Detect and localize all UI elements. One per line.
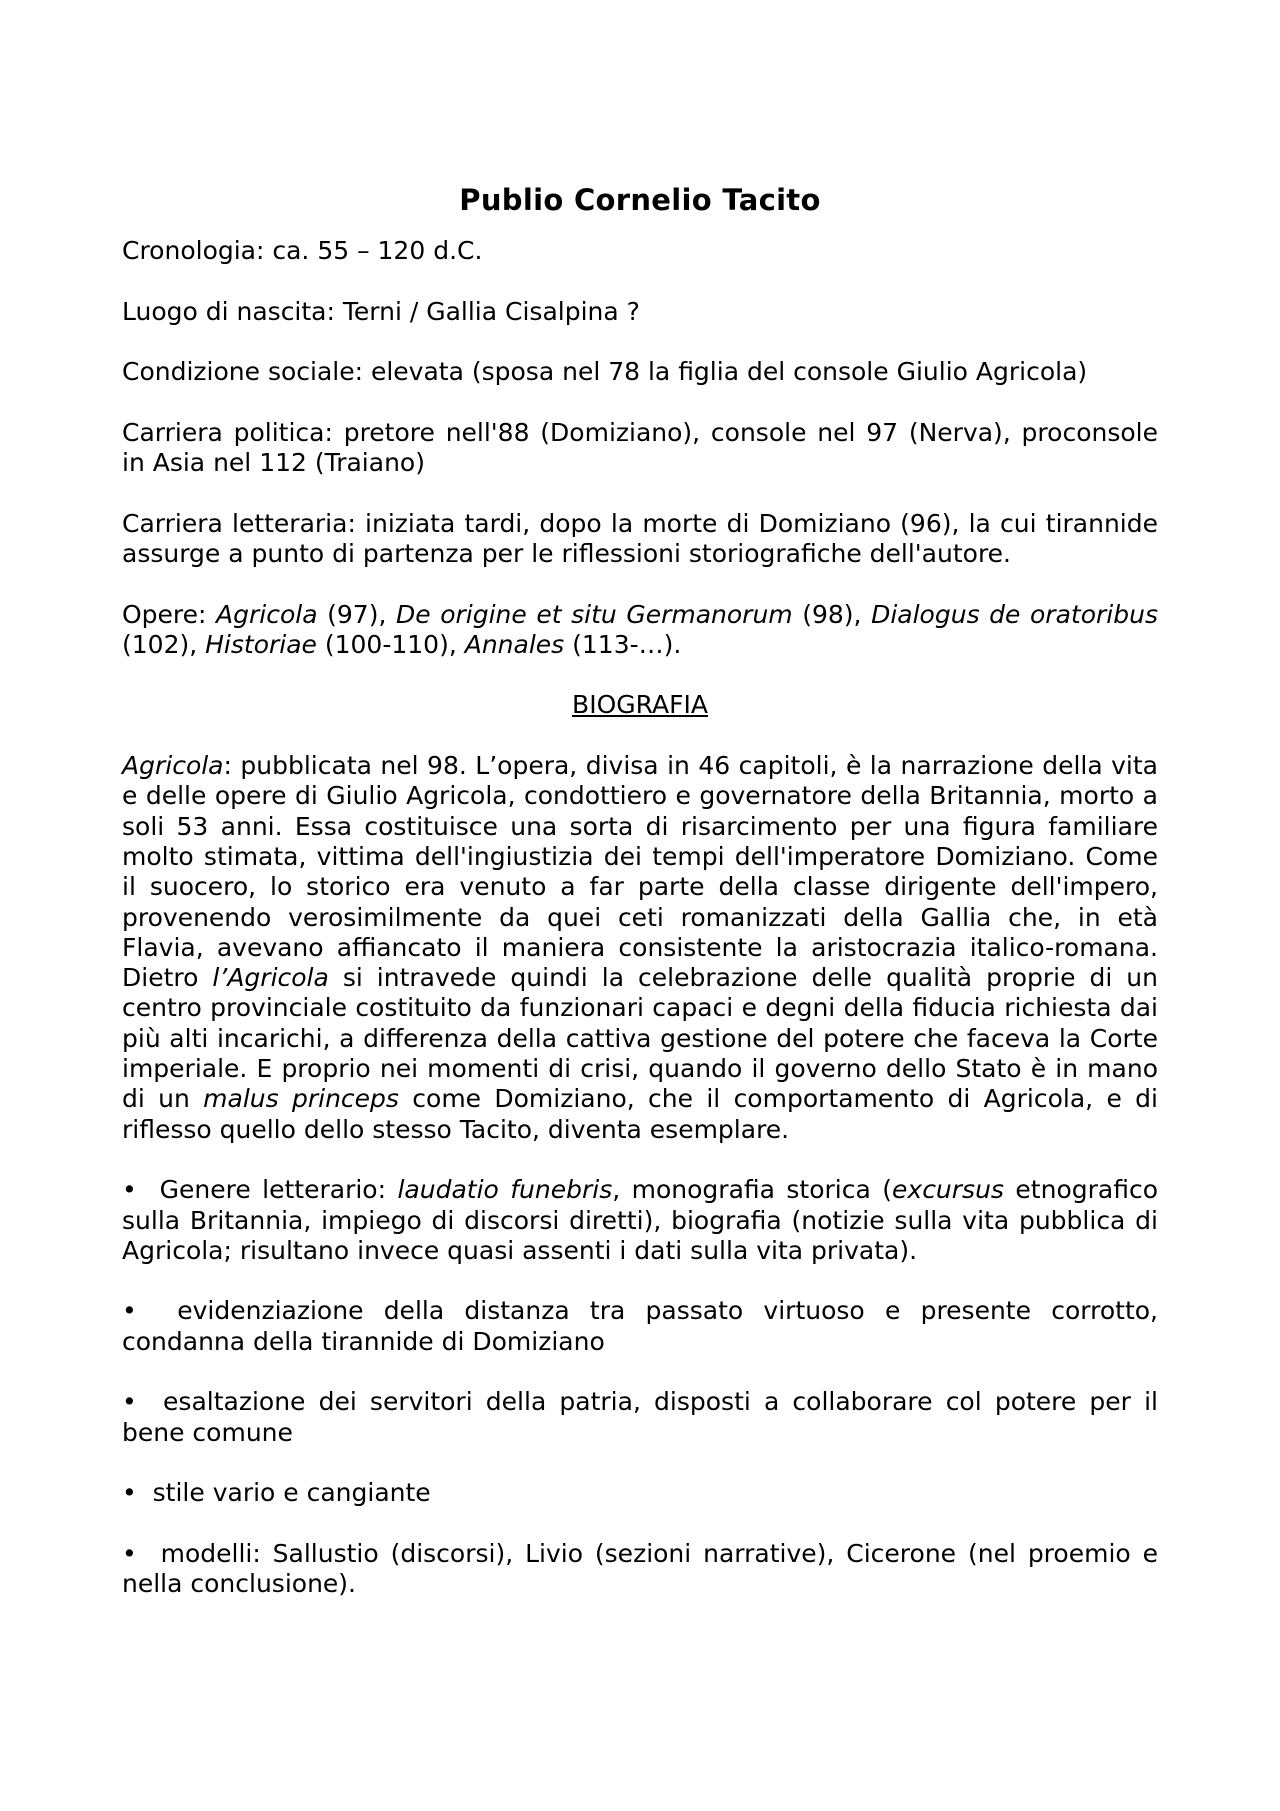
document-title: Publio Cornelio Tacito <box>459 183 821 217</box>
opere-label: Opere: <box>122 599 217 629</box>
opera-title: De origine et situ Germanorum <box>396 599 793 629</box>
bullet-item-evidenziazione <box>122 1296 1158 1357</box>
bullet-item-genere <box>122 1175 1158 1266</box>
bullet-icon: • <box>122 1478 137 1508</box>
bullet-text: stile vario e cangiante <box>152 1478 431 1508</box>
italic-term: malus princeps <box>203 1084 399 1114</box>
bullet-icon: • <box>122 1175 137 1205</box>
field-luogo-di-nascita: Luogo di nascita: Terni / Gallia Cisalpina ? <box>122 296 640 326</box>
field-carriera-letteraria: Carriera letteraria: iniziata tardi, dopo la morte di Domiziano (96), la cui tirannide assurge a punto di partenza per le riflessioni storiografiche dell'autore. <box>122 508 1158 568</box>
field-condizione-sociale: Condizione sociale: elevata (sposa nel 78 la figlia del console Giulio Agricola) <box>122 357 1088 387</box>
field-cronologia: Cronologia: ca. 55 – 120 d.C. <box>122 236 483 265</box>
italic-term: laudatio funebris <box>397 1175 613 1205</box>
paragraph-text: : pubblicata nel 98. L’opera, divisa in 46 capitoli, è la narrazione della vita e delle opere di Giulio Agricola, condottiero e governatore della Britannia, morto a soli 53 anni. Essa costituisce una sorta di risarcimento per una figura familiare molto stimata, vittima dell'ingiustizia dei tempi dell'imperatore Domiziano. Come il suocero, lo storico era venuto a far parte della classe dirigente dell'impero, provenendo verosimilmente da quei ceti romanizzati della Gallia che, in età Flavia, avevano affiancato il maniera consistente la aristocrazia italico-romana. Dietro <box>122 751 1158 993</box>
bullet-item-stile <box>122 1478 1158 1508</box>
paragraph-text: si intravede quindi la celebrazione delle qualità proprie di un centro provinciale costituito da funzionari capaci e degni della fiducia richiesta dai più alti incarichi, a differenza della cattiva gestione del potere che faceva la Corte imperiale. E proprio nei momenti di crisi, quando il governo dello Stato è in mano di un <box>122 963 1159 1114</box>
biografia-paragraph <box>122 751 1158 1145</box>
opera-title: Dialogus de oratoribus <box>871 599 1158 629</box>
bullet-item-modelli <box>122 1539 1158 1600</box>
paragraph-text: come Domiziano, che il comportamento di Agricola, e di riflesso quello dello stesso Tacito, diventa esemplare. <box>122 1084 1158 1144</box>
opera-year: (100-110), <box>316 629 465 659</box>
bullet-icon: • <box>122 1296 137 1326</box>
opera-year: (98), <box>792 599 872 629</box>
italic-term: Agricola <box>122 751 224 781</box>
section-heading-biografia: BIOGRAFIA <box>572 690 708 720</box>
opera-title: Agricola <box>216 599 318 629</box>
bullet-text: , monografia storica ( <box>612 1175 893 1205</box>
field-opere <box>122 600 1158 661</box>
italic-term: l’Agricola <box>212 963 329 993</box>
bullet-text: modelli: Sallustio (discorsi), Livio (sezioni narrative), Cicerone (nel proemio e nella conclusione). <box>122 1538 1158 1599</box>
bullet-item-esaltazione <box>122 1387 1158 1448</box>
italic-term: excursus <box>892 1175 1004 1205</box>
opera-year: (113-…). <box>564 629 682 659</box>
bullet-icon: • <box>122 1387 137 1417</box>
field-carriera-politica: Carriera politica: pretore nell'88 (Domiziano), console nel 97 (Nerva), proconsole in Asia nel 112 (Traiano) <box>122 417 1158 478</box>
opera-title: Historiae <box>205 629 317 659</box>
opera-title: Annales <box>464 629 565 659</box>
bullet-text: evidenziazione della distanza tra passato virtuoso e presente corrotto, condanna della tirannide di Domiziano <box>122 1296 1158 1356</box>
opera-year: (102), <box>122 629 206 659</box>
opera-year: (97), <box>317 599 396 629</box>
bullet-text: Genere letterario: <box>159 1175 398 1205</box>
bullet-text: etnografico sulla Britannia, impiego di discorsi diretti), biografia (notizie sulla vita pubblica di Agricola; risultano invece quasi assenti i dati sulla vita privata). <box>122 1175 1158 1265</box>
bullet-text: esaltazione dei servitori della patria, disposti a collaborare col potere per il bene comune <box>122 1387 1158 1447</box>
bullet-icon: • <box>122 1538 137 1568</box>
